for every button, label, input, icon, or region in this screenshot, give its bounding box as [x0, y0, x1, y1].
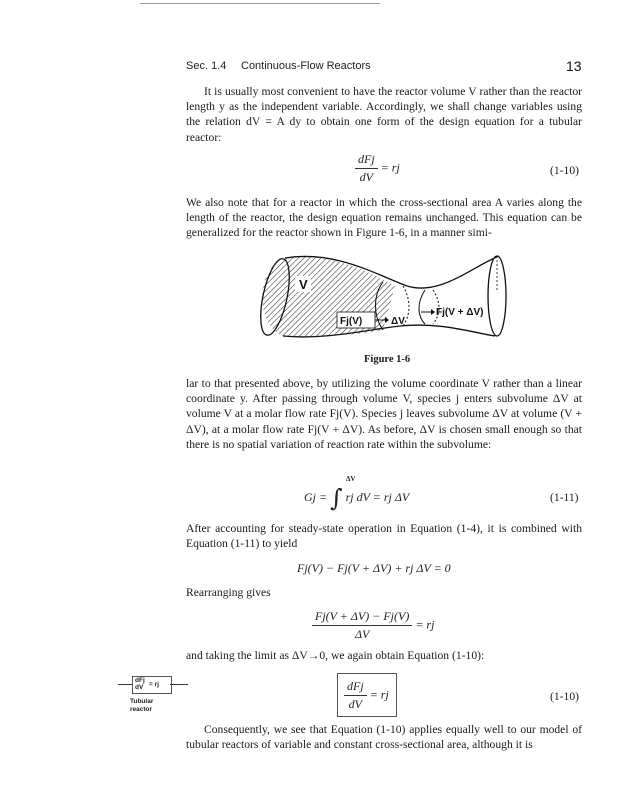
- eq2-upper-limit: ΔV: [346, 475, 356, 483]
- icon-label-2: reactor: [130, 706, 153, 713]
- eq5-fraction: [344, 679, 367, 712]
- equation-1-10: [355, 152, 400, 185]
- eq4-rhs: = rj: [415, 617, 435, 632]
- eq2-body: rj dV = rj ΔV: [345, 489, 410, 504]
- eq1-rhs: = rj: [380, 160, 400, 175]
- eq2-lhs: Gj =: [304, 489, 328, 504]
- paragraph-2-text: We also note that for a reactor in which the cross-sectional area A varies along the length of the reactor, the design equation remains unchanged. This equation can be generalized for the reactor shown in Figure 1-6, in a manner simi-: [186, 196, 582, 240]
- margin-reactor-icon: [118, 675, 190, 693]
- slice-right-boundary: [419, 290, 425, 324]
- label-dv: ΔV: [391, 316, 405, 327]
- eq5-denominator: dV: [348, 697, 362, 711]
- figure-caption: Figure 1-6: [364, 354, 411, 365]
- eq5-rhs: = rj: [369, 687, 389, 702]
- paragraph-7: [186, 722, 582, 752]
- top-rule: [140, 3, 380, 4]
- icon-eq-num: dFj: [135, 677, 145, 684]
- paragraph-3: [186, 376, 582, 452]
- paragraph-4: [186, 521, 582, 551]
- paragraph-1: [186, 84, 582, 145]
- icon-eq-den: dV: [135, 684, 144, 691]
- paragraph-2: [186, 195, 582, 241]
- page-number: 13: [566, 58, 582, 74]
- paragraph-4-text: After accounting for steady-state operation in Equation (1-4), it is combined with Equation (1-11) to yield: [186, 522, 582, 551]
- equation-balance: Fj(V) − Fj(V + ΔV) + rj ΔV = 0: [297, 561, 451, 575]
- equation-1-11: [304, 484, 409, 512]
- running-title: Continuous-Flow Reactors: [241, 60, 371, 72]
- paragraph-6: [186, 648, 582, 663]
- eq4-fraction: [312, 609, 412, 642]
- boxed-equation-1-10: [337, 673, 397, 717]
- icon-inlet-line: [118, 684, 132, 685]
- eq5-content: [344, 679, 389, 712]
- paragraph-5-text: Rearranging gives: [186, 586, 271, 599]
- label-fvdv: Fj(V + ΔV): [436, 307, 484, 318]
- section-number: Sec. 1.4: [186, 60, 227, 72]
- icon-eq-rhs: = rj: [149, 681, 159, 688]
- eq5-numerator: dFj: [344, 679, 367, 696]
- eq1-tag: (1-10): [550, 164, 579, 177]
- equation-rearranged: [312, 609, 434, 642]
- label-fv: Fj(V): [340, 316, 363, 327]
- paragraph-6-text: and taking the limit as ΔV→0, we again obtain Equation (1-10):: [186, 649, 485, 662]
- icon-outlet-line: [170, 684, 188, 685]
- arrow-out-head: [431, 309, 435, 315]
- eq1-fraction: [355, 152, 378, 185]
- integral-sign: ∫: [330, 484, 343, 512]
- paragraph-3-text: lar to that presented above, by utilizing the volume coordinate V rather than a linear coordinate y. After passing through volume V, species j enters subvolume ΔV at volume V at a molar flow rate Fj(V). Species j leaves subvolume ΔV at volume (V + ΔV), at a molar flow rate Fj(V + ΔV). As before, ΔV is chosen small enough so that there is no spatial variation of reaction rate within the subvolume:: [186, 377, 582, 451]
- label-v: V: [299, 277, 308, 292]
- eq1-denominator: dV: [359, 170, 373, 184]
- eq5-tag: (1-10): [550, 690, 579, 703]
- eq4-denominator: ΔV: [354, 627, 370, 641]
- arrow-in-head: [385, 317, 389, 323]
- eq1-numerator: dFj: [355, 152, 378, 169]
- paragraph-1-text: It is usually most convenient to have the reactor volume V rather than the reactor length y as the independent variable. Accordingly, we shall change variables using the relation dV = A dy to obtain one form of the design equation for a tubular reactor:: [186, 85, 582, 144]
- eq4-numerator: Fj(V + ΔV) − Fj(V): [312, 609, 412, 626]
- eq2-tag: (1-11): [550, 491, 579, 504]
- paragraph-5: [186, 585, 582, 600]
- icon-label-1: Tubular: [130, 698, 154, 705]
- paragraph-7-text: Consequently, we see that Equation (1-10) applies equally well to our model of tubular reactors of variable and constant cross-sectional area, although it is: [186, 723, 582, 752]
- figure-1-6: [255, 250, 520, 342]
